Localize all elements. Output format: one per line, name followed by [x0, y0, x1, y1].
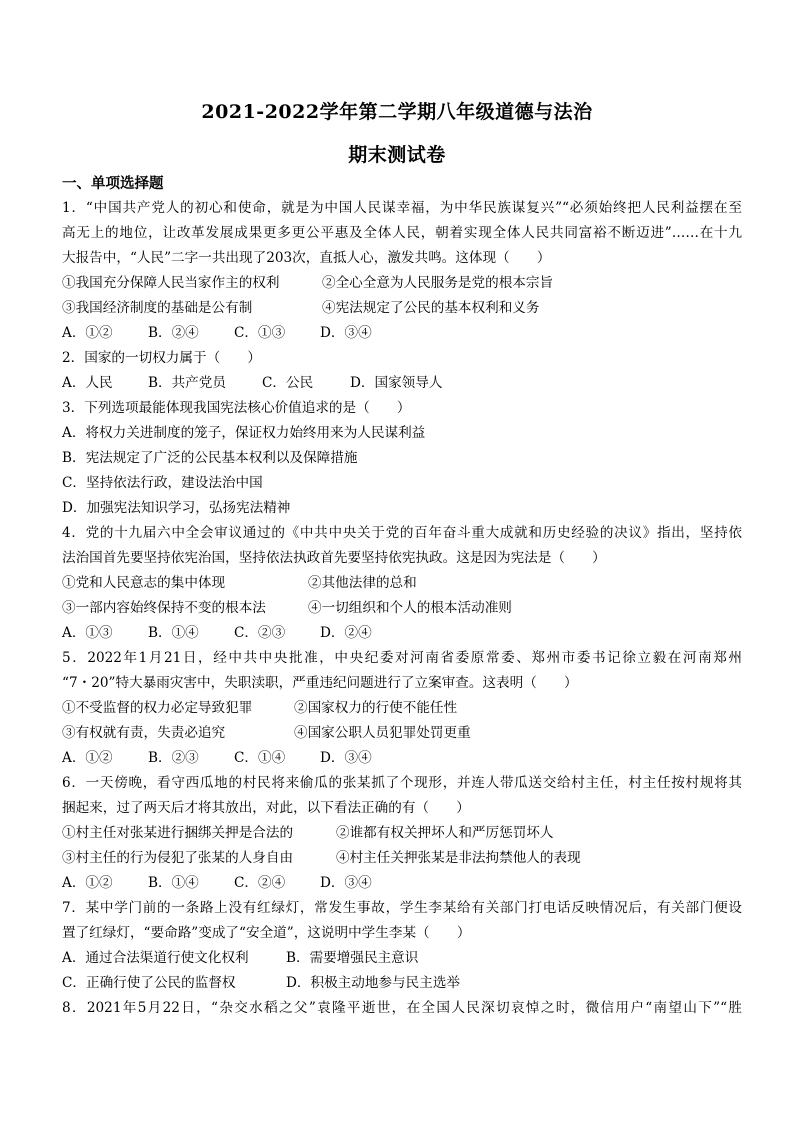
- statement-item: ②其他法律的总和: [308, 575, 417, 591]
- answer-choice: D．③④: [320, 325, 372, 341]
- answer-choice: B．宪法规定了广泛的公民基本权利以及保障措施: [62, 450, 358, 466]
- answer-choice: B．需要增强民主意识: [286, 950, 419, 966]
- question-text-line: 捆起来，过了两天后才将其放出，对此，以下看法正确的有（ ）: [62, 800, 470, 816]
- answer-choice: C．正确行使了公民的监督权: [62, 975, 236, 991]
- answer-choice: A．①②: [62, 875, 113, 891]
- answer-choice: D．国家领导人: [350, 375, 443, 391]
- statement-item: ④村主任关押张某是非法拘禁他人的表现: [336, 850, 581, 866]
- answer-choice: C．①④: [234, 750, 286, 766]
- question-text-line: “7・20”特大暴雨灾害中，失职渎职，严重违纪问题进行了立案审查。这表明（ ）: [62, 675, 578, 691]
- question-text-line: 大报告中，“人民”二字一共出现了203次，直抵人心，激发共鸣。这体现（ ）: [62, 250, 551, 266]
- question-text-line: 8．2021年5月22日，“杂交水稻之父”袁隆平逝世，在全国人民深切哀悼之时，微信用户“南望山下”“胜: [62, 1000, 742, 1016]
- statement-item: ①我国充分保障人民当家作主的权利: [62, 275, 280, 291]
- answer-choice: A．①③: [62, 625, 113, 641]
- answer-choice: A．人民: [62, 375, 113, 391]
- question-text-line: 6．一天傍晚，看守西瓜地的村民将来偷瓜的张某抓了个现形，并连人带瓜送交给村主任，村主任按村规将其: [62, 775, 742, 791]
- answer-choice: C．公民: [262, 375, 314, 391]
- answer-choice: B．①④: [148, 625, 199, 641]
- statement-item: ①不受监督的权力必定导致犯罪: [62, 700, 253, 716]
- question-text-line: 2．国家的一切权力属于（ ）: [62, 350, 261, 366]
- statement-item: ②全心全意为人民服务是党的根本宗旨: [322, 275, 554, 291]
- statement-item: ③我国经济制度的基础是公有制: [62, 300, 253, 316]
- exam-subtitle: 期末测试卷: [348, 144, 446, 166]
- statement-item: ④国家公职人员犯罪处罚更重: [294, 725, 471, 741]
- answer-choice: D．③④: [320, 750, 372, 766]
- statement-item: ③有权就有责，失责必追究: [62, 725, 226, 741]
- answer-choice: D．积极主动地参与民主选举: [286, 975, 461, 991]
- question-text-line: 高无上的地位，让改革发展成果更多更公平惠及全体人民，朝着实现全体人民共同富裕不断迈进”……在十九: [62, 225, 742, 241]
- answer-choice: A．将权力关进制度的笼子，保证权力始终用来为人民谋利益: [62, 425, 426, 441]
- answer-choice: C．坚持依法行政，建设法治中国: [62, 475, 263, 491]
- question-text-line: 5．2022年1月21日，经中共中央批准，中央纪委对河南省委原常委、郑州市委书记徐立毅在河南郑州: [62, 650, 742, 666]
- statement-item: ③村主任的行为侵犯了张某的人身自由: [62, 850, 294, 866]
- statement-item: ②国家权力的行使不能任性: [294, 700, 458, 716]
- statement-item: ③一部内容始终保持不变的根本法: [62, 600, 266, 616]
- statement-item: ②谁都有权关押坏人和严厉惩罚坏人: [336, 825, 554, 841]
- statement-item: ①党和人民意志的集中体现: [62, 575, 226, 591]
- answer-choice: C．①③: [234, 325, 286, 341]
- answer-choice: D．②④: [320, 625, 372, 641]
- question-text-line: 4．党的十九届六中全会审议通过的《中共中央关于党的百年奋斗重大成就和历史经验的决议》指出，坚持依: [62, 525, 742, 541]
- statement-item: ④一切组织和个人的根本活动准则: [308, 600, 512, 616]
- answer-choice: C．②④: [234, 875, 286, 891]
- answer-choice: D．③④: [320, 875, 372, 891]
- answer-choice: C．②③: [234, 625, 286, 641]
- question-text-line: 1．“中国共产党人的初心和使命，就是为中国人民谋幸福，为中华民族谋复兴”“必须始终把人民利益摆在至: [62, 200, 742, 216]
- question-text-line: 置了红绿灯，“要命路”变成了“安全道”，这说明中学生李某（ ）: [62, 925, 471, 941]
- statement-item: ①村主任对张某进行捆绑关押是合法的: [62, 825, 294, 841]
- answer-choice: B．②③: [148, 750, 199, 766]
- question-text-line: 法治国首先要坚持依宪治国，坚持依法执政首先要坚持依宪执政。这是因为宪法是（ ）: [62, 550, 606, 566]
- answer-choice: A．①②: [62, 325, 113, 341]
- answer-choice: B．②④: [148, 325, 199, 341]
- answer-choice: B．共产党员: [148, 375, 226, 391]
- answer-choice: D．加强宪法知识学习，弘扬宪法精神: [62, 500, 291, 516]
- answer-choice: A．通过合法渠道行使文化权利: [62, 950, 249, 966]
- exam-title: 2021-2022学年第二学期八年级道德与法治: [201, 101, 593, 123]
- question-text-line: 3．下列选项最能体现我国宪法核心价值追求的是（ ）: [62, 400, 411, 416]
- answer-choice: B．①④: [148, 875, 199, 891]
- question-text-line: 7．某中学门前的一条路上没有红绿灯，常发生事故，学生李某给有关部门打电话反映情况后，有关部门便设: [62, 900, 742, 916]
- answer-choice: A．①②: [62, 750, 113, 766]
- statement-item: ④宪法规定了公民的基本权利和义务: [322, 300, 540, 316]
- section-heading: 一、单项选择题: [62, 175, 164, 192]
